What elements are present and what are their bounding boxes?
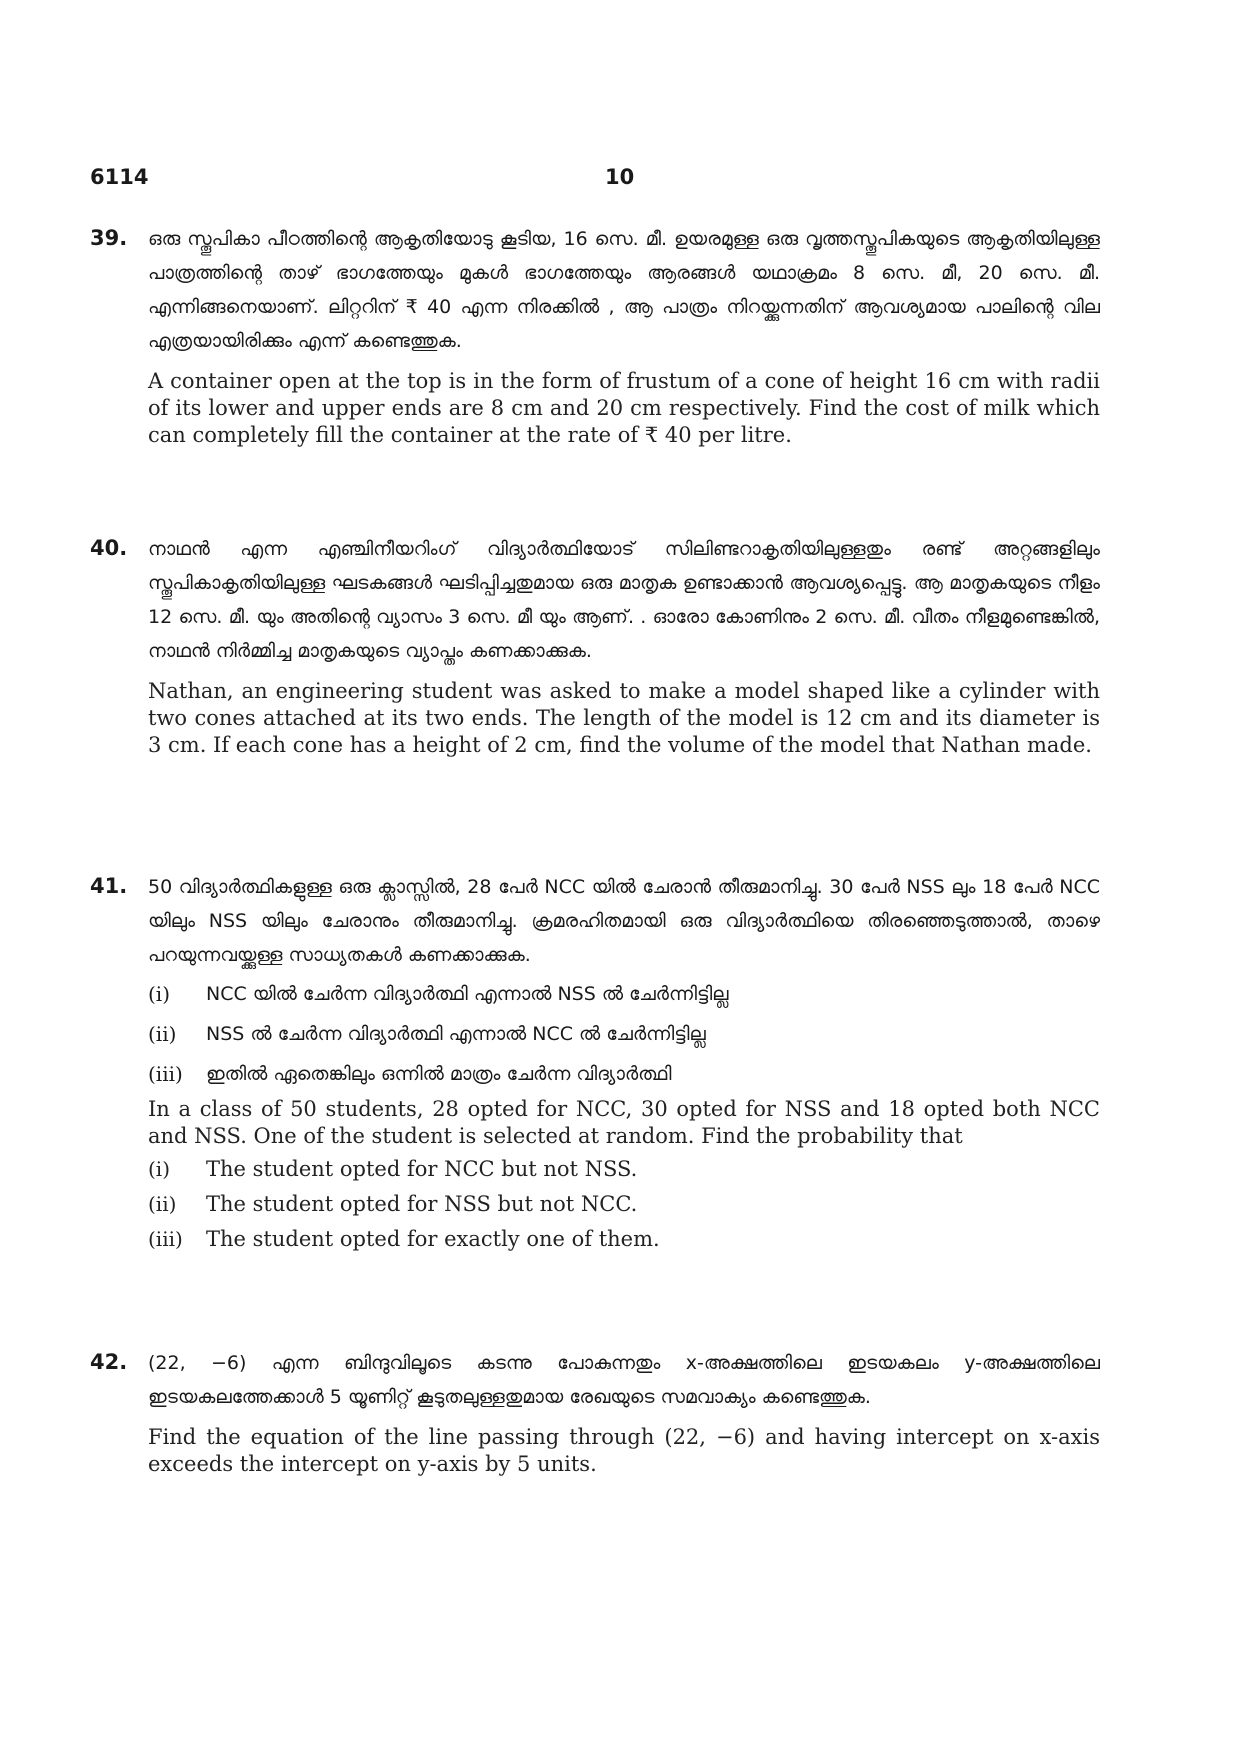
subpart-label: (iii) — [148, 1227, 183, 1251]
subpart-text: The student opted for exactly one of them. — [206, 1227, 660, 1251]
question-number: 39. — [90, 226, 128, 250]
question-text-english: A container open at the top is in the form of frustum of a cone of height 16 cm with radii of its lower and upper ends are 8 cm and 20 cm respectively. Find the cost of milk which can completely fill the container at the rate of ₹ 40 per litre. — [148, 369, 1100, 447]
question-body — [148, 870, 1100, 1257]
question-text-malayalam: നാഥൻ എന്ന എഞ്ചിനീയറിംഗ് വിദ്യാർത്ഥിയോട് സിലിണ്ടറാകൃതിയിലുള്ളതും രണ്ട് അറ്റങ്ങളിലും സ്തൂപികാകൃതിയിലുള്ള ഘടകങ്ങൾ ഘടിപ്പിച്ചതുമായ ഒരു മാതൃക ഉണ്ടാക്കാൻ ആവശ്യപ്പെട്ടു. ആ മാതൃകയുടെ നീളം 12 സെ. മീ. യും അതിന്റെ വ്യാസം 3 സെ. മീ യും ആണ്. . ഓരോ കോണിനും 2 സെ. മീ. വീതം നീളമുണ്ടെങ്കിൽ, നാഥൻ നിർമ്മിച്ച മാതൃകയുടെ വ്യാപ്തം കണക്കാക്കുക. — [148, 538, 1100, 662]
subpart-label: (iii) — [148, 1062, 183, 1086]
question-text-malayalam: (22, −6) എന്ന ബിന്ദുവിലൂടെ കടന്നു പോകുന്നതും x-അക്ഷത്തിലെ ഇടയകലം y-അക്ഷത്തിലെ ഇടയകലത്തേക്കാൾ 5 യൂണിറ്റ് കൂടുതലുള്ളതുമായ രേഖയുടെ സമവാക്യം കണ്ടെത്തുക. — [148, 1352, 1100, 1408]
subpart-text: ഇതിൽ ഏതെങ്കിലും ഒന്നിൽ മാത്രം ചേർന്ന വിദ്യാർത്ഥി — [206, 1063, 672, 1085]
subpart-text: NSS ൽ ചേർന്ന വിദ്യാർത്ഥി എന്നാൽ NCC ൽ ചേർന്നിട്ടില്ല — [206, 1023, 706, 1045]
subpart-item — [148, 974, 1100, 1014]
subpart-item — [148, 1152, 1100, 1187]
subpart-label: (ii) — [148, 1192, 177, 1216]
question-text-english: Find the equation of the line passing through (22, −6) and having intercept on x-axis exceeds the intercept on y-axis by 5 units. — [148, 1425, 1100, 1476]
question-text-english: In a class of 50 students, 28 opted for NCC, 30 opted for NSS and 18 opted both NCC and NSS. One of the student is selected at random. Find the probability that — [148, 1097, 1100, 1148]
subpart-item — [148, 1054, 1100, 1094]
malayalam-subparts — [148, 974, 1100, 1094]
subpart-item — [148, 1222, 1100, 1257]
question-number: 41. — [90, 874, 128, 898]
subpart-label: (i) — [148, 982, 171, 1006]
page-number: 10 — [605, 165, 635, 189]
question-body — [148, 222, 1100, 449]
question-number: 40. — [90, 536, 128, 560]
paper-code: 6114 — [90, 165, 149, 189]
question-number: 42. — [90, 1350, 128, 1374]
subpart-label: (ii) — [148, 1022, 177, 1046]
subpart-text: NCC യിൽ ചേർന്ന വിദ്യാർത്ഥി എന്നാൽ NSS ൽ ചേർന്നിട്ടില്ല — [206, 983, 729, 1005]
question-body — [148, 532, 1100, 759]
question-text-malayalam: ഒരു സ്തൂപികാ പീഠത്തിന്റെ ആകൃതിയോടു കൂടിയ, 16 സെ. മീ. ഉയരമുള്ള ഒരു വൃത്തസ്തൂപികയുടെ ആകൃതിയിലുള്ള പാത്രത്തിന്റെ താഴ് ഭാഗത്തേയും മുകൾ ഭാഗത്തേയും ആരങ്ങൾ യഥാക്രമം 8 സെ. മീ, 20 സെ. മീ. എന്നിങ്ങനെയാണ്. ലിറ്ററിന് ₹ 40 എന്ന നിരക്കിൽ , ആ പാത്രം നിറയ്ക്കുന്നതിന് ആവശ്യമായ പാലിന്റെ വില എത്രയായിരിക്കും എന്ന് കണ്ടെത്തുക. — [148, 228, 1100, 352]
question-body — [148, 1346, 1100, 1478]
page-header — [90, 165, 1090, 195]
subpart-label: (i) — [148, 1157, 171, 1181]
subpart-item — [148, 1014, 1100, 1054]
question-text-malayalam: 50 വിദ്യാർത്ഥികളുള്ള ഒരു ക്ലാസ്സിൽ, 28 പേർ NCC യിൽ ചേരാൻ തീരുമാനിച്ചു. 30 പേർ NSS ലും 18 പേർ NCC യിലും NSS യിലും ചേരാനും തീരുമാനിച്ചു. ക്രമരഹിതമായി ഒരു വിദ്യാർത്ഥിയെ തിരഞ്ഞെടുത്താൽ, താഴെ പറയുന്നവയ്ക്കുള്ള സാധ്യതകൾ കണക്കാക്കുക. — [148, 876, 1100, 966]
english-subparts — [148, 1152, 1100, 1257]
subpart-text: The student opted for NCC but not NSS. — [206, 1157, 638, 1181]
subpart-text: The student opted for NSS but not NCC. — [206, 1192, 638, 1216]
subpart-item — [148, 1187, 1100, 1222]
question-text-english: Nathan, an engineering student was asked to make a model shaped like a cylinder with two cones attached at its two ends. The length of the model is 12 cm and its diameter is 3 cm. If each cone has a height of 2 cm, find the volume of the model that Nathan made. — [148, 679, 1100, 757]
